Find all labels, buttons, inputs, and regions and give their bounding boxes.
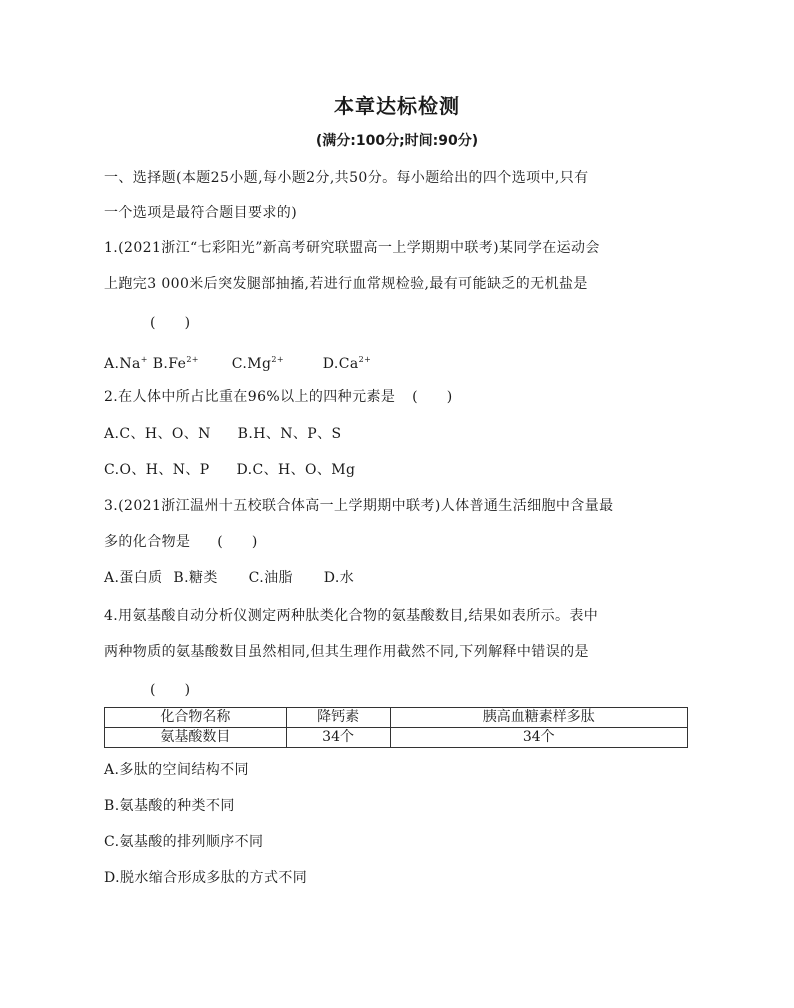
q1-option-b-charge: 2+ bbox=[186, 355, 199, 364]
table-header-cell: 降钙素 bbox=[286, 708, 390, 728]
q4-option-c: C.氨基酸的排列顺序不同 bbox=[104, 834, 264, 850]
q4-answer-bracket: ( ) bbox=[150, 682, 191, 698]
q1-option-a-label: A.Na bbox=[104, 356, 141, 372]
q1-option-c-label: C.Mg bbox=[231, 356, 272, 372]
q3-option-b: B.糖类 bbox=[173, 570, 218, 586]
amino-acid-table bbox=[104, 707, 688, 748]
table-cell: 氨基酸数目 bbox=[105, 728, 287, 748]
q3-option-a: A.蛋白质 bbox=[104, 570, 163, 586]
section-heading-line2: 一个选项是最符合题目要求的) bbox=[104, 205, 298, 221]
q2-option-b: B.H、N、P、S bbox=[237, 426, 342, 442]
q1-option-a bbox=[104, 350, 148, 374]
q2-option-a: A.C、H、O、N bbox=[104, 426, 211, 442]
q2-options-row2 bbox=[104, 460, 355, 480]
q1-stem-line2: 上跑完3 000米后突发腿部抽搐,若进行血常规检验,最有可能缺乏的无机盐是 bbox=[104, 276, 588, 292]
q1-option-d-label: D.Ca bbox=[322, 356, 359, 372]
table-row bbox=[105, 728, 688, 748]
q1-option-d-charge: 2+ bbox=[358, 355, 372, 364]
q3-stem-text: 多的化合物是 bbox=[104, 534, 191, 550]
page-title: 本章达标检测 bbox=[334, 94, 460, 118]
section-heading-line1: 一、选择题(本题25小题,每小题2分,共50分。每小题给出的四个选项中,只有 bbox=[104, 170, 589, 186]
table-header-cell: 化合物名称 bbox=[105, 708, 287, 728]
q4-stem-line1: 4.用氨基酸自动分析仪测定两种肽类化合物的氨基酸数目,结果如表所示。表中 bbox=[104, 608, 599, 624]
table-cell: 34个 bbox=[390, 728, 688, 748]
q3-stem-line2 bbox=[104, 532, 258, 552]
q3-option-c: C.油脂 bbox=[248, 570, 293, 586]
q4-option-b: B.氨基酸的种类不同 bbox=[104, 798, 235, 814]
q3-option-d: D.水 bbox=[323, 570, 355, 586]
q1-option-b bbox=[153, 350, 199, 374]
q1-option-c-charge: 2+ bbox=[271, 355, 284, 364]
q4-option-d: D.脱水缩合形成多肽的方式不同 bbox=[104, 870, 308, 886]
q2-stem bbox=[104, 387, 453, 407]
table-cell: 34个 bbox=[286, 728, 390, 748]
q1-option-b-label: B.Fe bbox=[152, 356, 187, 372]
table-header-cell: 胰高血糖素样多肽 bbox=[390, 708, 688, 728]
q2-answer-bracket: ( ) bbox=[412, 389, 453, 405]
q1-option-d bbox=[323, 350, 371, 374]
q1-options bbox=[104, 350, 371, 374]
q1-option-a-charge: + bbox=[140, 355, 148, 364]
q1-option-c bbox=[232, 350, 284, 374]
q1-stem-line1: 1.(2021浙江“七彩阳光”新高考研究联盟高一上学期期中联考)某同学在运动会 bbox=[104, 240, 600, 256]
table-header-row bbox=[105, 708, 688, 728]
q2-option-c: C.O、H、N、P bbox=[104, 462, 210, 478]
q2-option-d: D.C、H、O、Mg bbox=[236, 462, 356, 478]
q3-options bbox=[104, 568, 354, 588]
q4-stem-line2: 两种物质的氨基酸数目虽然相同,但其生理作用截然不同,下列解释中错误的是 bbox=[104, 644, 589, 660]
q1-answer-bracket: ( ) bbox=[150, 315, 191, 331]
q3-stem-line1: 3.(2021浙江温州十五校联合体高一上学期期中联考)人体普通生活细胞中含量最 bbox=[104, 498, 614, 514]
q4-option-a: A.多肽的空间结构不同 bbox=[104, 762, 249, 778]
q2-stem-text: 2.在人体中所占比重在96%以上的四种元素是 bbox=[104, 389, 396, 405]
q3-answer-bracket: ( ) bbox=[217, 534, 258, 550]
q2-options-row1 bbox=[104, 424, 341, 444]
exam-info: (满分:100分;时间:90分) bbox=[315, 133, 479, 149]
